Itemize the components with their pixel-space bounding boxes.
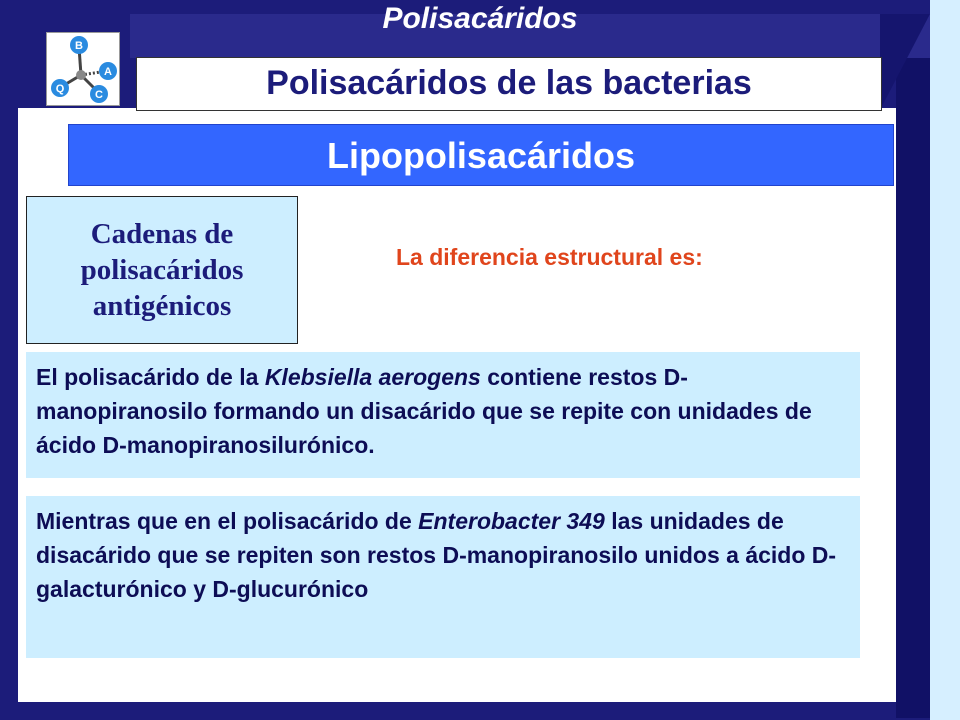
logo-atom-q: Q: [55, 83, 65, 95]
enterobacter-paragraph: [26, 496, 860, 658]
header-subtitle: Polisacáridos: [382, 2, 578, 35]
title-bar: [136, 57, 882, 111]
molecule-logo: [46, 32, 120, 106]
chain-line-1: Cadenas de: [90, 218, 234, 250]
para1-text-b: contiene restos D-manopiranosilo formando un disacárido que se repite con unidades de ácido D-manopiranosilurónico.: [36, 364, 812, 458]
antigenic-chains-box: [26, 196, 298, 344]
molecule-icon: [47, 33, 119, 105]
chain-line-2: polisacáridos: [80, 254, 244, 286]
antigenic-chains-label: [75, 216, 250, 324]
frame-side-face: [896, 18, 930, 718]
frame-bevel: [880, 14, 930, 110]
section-title: Lipopolisacáridos: [326, 135, 636, 176]
para2-species: Enterobacter 349: [418, 508, 605, 534]
logo-atom-c: C: [95, 89, 103, 101]
para1-text-a: El polisacárido de la: [36, 364, 265, 390]
para2-text-a: Mientras que en el polisacárido de: [36, 508, 419, 534]
section-banner: [68, 124, 894, 186]
difference-label: La diferencia estructural es:: [396, 244, 703, 270]
logo-atom-a: A: [104, 66, 112, 78]
para2-text-b: las unidades de disacárido que se repiten son restos D-manopiranosilo unidos a ácido D-galacturónico y D-glucurónico: [36, 508, 837, 602]
para1-species: Klebsiella aerogens: [264, 364, 481, 390]
chain-line-3: antigénicos: [92, 290, 232, 322]
klebsiella-paragraph: [26, 352, 860, 478]
logo-atom-b: B: [75, 40, 83, 52]
page-title: Polisacáridos de las bacterias: [266, 64, 752, 102]
